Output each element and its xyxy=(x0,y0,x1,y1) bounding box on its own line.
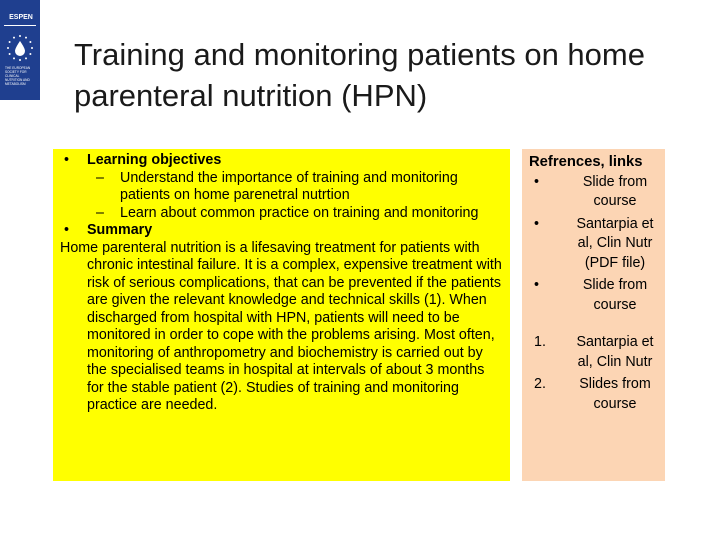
objective-text: Understand the importance of training and monitoring patients on home parenetral nutrtion xyxy=(120,169,458,203)
bullet-marker: • xyxy=(64,222,70,238)
summary-text: Home parenteral nutrition is a lifesaving treatment for patients with chronic intestinal failure. It is a complex, expensive treatment with risk of serious complications, that can be prevented if the patients are given the relevant knowledge and technical skills (1). When discharged from hospital with HPN, patients will need to be monitored in order to cope with the problems arising. Most often, monitoring of anthropometry and biochemistry is carried out by the specialised teams in hospital at intervals of about 3 months for the stable patient (2). Studies of training and monitoring practice are needed. xyxy=(60,239,502,413)
objective-text: Learn about common practice on training and monitoring xyxy=(120,204,479,221)
bullet-marker: • xyxy=(64,152,70,168)
objective-item xyxy=(60,170,502,205)
number-marker: 1. xyxy=(534,334,546,350)
learning-objectives-heading: Learning objectives xyxy=(87,152,222,168)
dash-marker: – xyxy=(96,169,104,186)
references-heading: Refrences, links xyxy=(529,154,643,170)
link-text[interactable]: Santarpia et al, Clin Nutr (PDF file) xyxy=(576,215,654,271)
reference-text: Santarpia et al, Clin Nutr xyxy=(576,334,654,370)
dash-marker: – xyxy=(96,204,104,221)
reference-item xyxy=(529,333,659,372)
bullet-marker: • xyxy=(534,215,540,232)
reference-item xyxy=(529,375,659,414)
bullet-marker: • xyxy=(534,173,540,190)
logo-motto: THE EUROPEAN SOCIETY FOR CLINICAL NUTRITION AND METABOLISM xyxy=(5,66,31,86)
bullet-marker: • xyxy=(534,277,540,293)
summary-heading: Summary xyxy=(87,222,153,238)
link-item[interactable] xyxy=(529,173,659,212)
link-text[interactable]: Slide from course xyxy=(582,173,648,209)
summary-panel xyxy=(53,149,510,481)
link-item[interactable] xyxy=(529,215,659,274)
link-item[interactable] xyxy=(529,276,659,315)
logo-divider xyxy=(4,25,36,26)
espen-logo xyxy=(0,0,40,100)
learning-objectives-item xyxy=(60,152,502,170)
reference-text: Slides from course xyxy=(579,376,651,412)
slide-title: Training and monitoring patients on home parenteral nutrition (HPN) xyxy=(74,37,645,113)
number-marker: 2. xyxy=(534,376,546,392)
summary-item xyxy=(60,222,502,240)
objective-item xyxy=(60,205,502,223)
logo-name: ESPEN xyxy=(9,14,33,21)
references-panel xyxy=(522,149,665,481)
droplet-stars-icon xyxy=(6,34,34,62)
link-text[interactable]: Slide from course xyxy=(582,277,648,313)
